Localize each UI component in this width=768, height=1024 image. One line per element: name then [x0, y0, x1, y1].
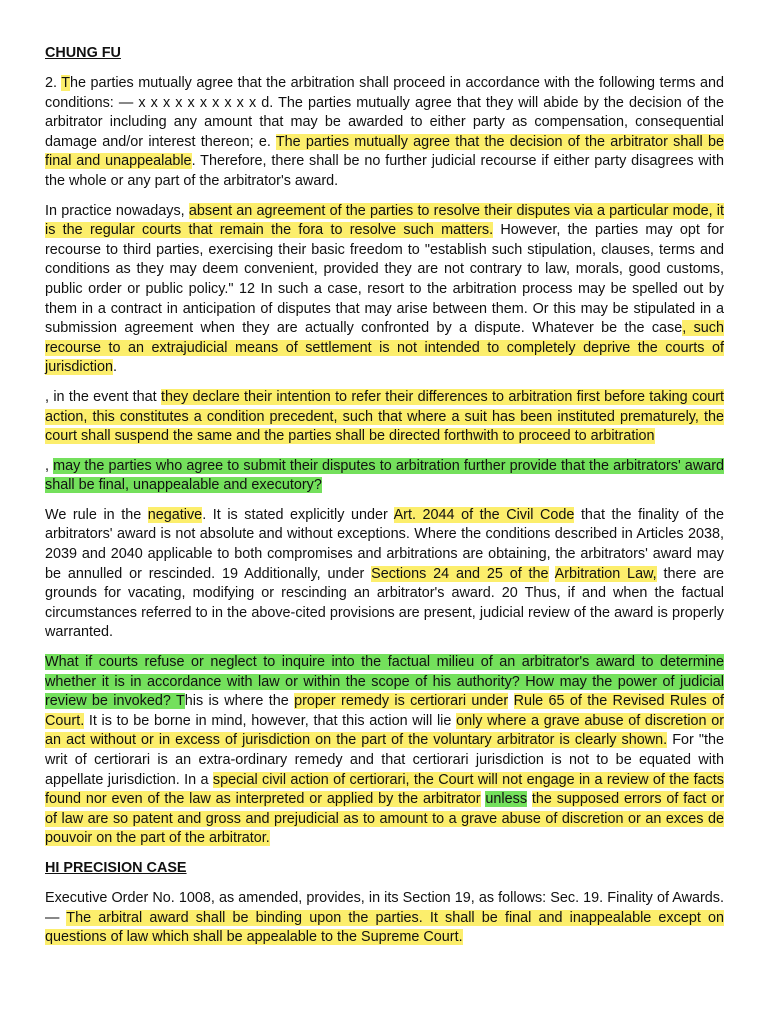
text-run: We rule in the [45, 506, 148, 523]
section-heading-hi-precision: HI PRECISION CASE [45, 859, 187, 876]
highlight-green: may the parties who agree to submit th [53, 457, 302, 474]
text-run: It is to be borne in mind, however, that this action will lie [84, 712, 457, 729]
text-run: However, the parties may opt for recourse to third parties, exercising their basic freedom to "establish such stipulation, clauses, terms and conditions as they may deem convenient, provided they are not contrary to law, morals, good customs, public order or public policy." 12 In such a case, resort to the arbitration process may be spelled out by them in a contract in anticipation of disputes that may arise between them. Or this may be stipulated in a submission agreement when they are actually confronted by a dispute. Whatever be the case [45, 222, 724, 337]
highlight-yellow: negative [147, 506, 203, 523]
text-run: , in the event that [45, 388, 161, 405]
highlight-yellow: T [61, 75, 71, 91]
highlight-yellow: Rule 65 of the Revised Rules of Court. [45, 693, 725, 729]
text-run: he parties mutually agree that the arbitration shall proceed in accordance with the following terms and conditions: — x x x x x x x x x x d. The parties mutually agree that they will abide by the decision of the arbitrator including any amount that may be awarded to either party as compensation, consequential damage and/or interest thereon; e. [45, 75, 724, 150]
text-run: there are grounds for vacating, modifying or rescinding an arbitrator's award. 20 Thus, if and when the factual circumstances referred to in the above-cited provisions are present, judicial review of the award is properly warranted. [45, 565, 724, 641]
section-heading-chung-fu: CHUNG FU [45, 45, 121, 61]
highlight-yellow: , such recourse to an extrajudicial means of settlement is not intended to completely deprive the courts of jurisdiction [45, 320, 724, 376]
text-run: . It is stated explicitly under [202, 506, 394, 523]
highlight-yellow: The arbitral award shall be binding upon the parties. It shall be final and inappealable except on questions of law which shall be appealable to the Supreme Court. [45, 909, 724, 946]
highlight-green: eglect to inquire into the factual milieu of an arbitrator's award to determine whether it is in accordance with law or within the scope of his authority? How may the power of judicial review be invoked? T [45, 654, 724, 710]
text-run: 2. [45, 75, 62, 91]
text-run: . Therefore, there shall be no further judicial recourse if either party disagrees with the whole or any part of the arbitrator's award. [45, 153, 724, 189]
highlight-yellow: only where a grave abuse of discretion or an act without or in excess of jurisdiction on the part of the voluntary arbitrator is clearly shown. [45, 712, 724, 749]
highlight-yellow: proper remedy is certiorari under [294, 693, 509, 710]
text-run: . [112, 359, 117, 376]
text-run: his is where the [184, 693, 295, 710]
highlight-yellow: Art. 2044 of the Civil Code [393, 506, 575, 523]
paragraph-executive-order [45, 889, 724, 948]
highlight-yellow: The parties mutually agree that the decision of the arbitrator shall be final and unappealable [45, 133, 724, 170]
text-run [549, 566, 555, 582]
text-run: Executive Order No. 1008, as amended, provides, in its Section 19, as follows: Sec. 19. Finality of Awards. — [45, 889, 724, 926]
text-run: For "the writ of certiorari is an extra-ordinary remedy and that certiorari jurisdiction is not to be equated with appellate jurisdiction. In a [45, 732, 724, 788]
highlight-yellow: Arbitration Law, [554, 565, 657, 582]
highlight-yellow: they declare their intention to refer their differences to arbitration first before taking court action, this constitutes a condition precedent, such that where a suit has been instituted prematurely, the court shall suspend the same and the parties shall be directed forthwith to proceed to arbitration [45, 388, 724, 445]
paragraph-question [45, 457, 724, 496]
highlight-yellow: Sections 24 and 25 of the [371, 565, 549, 582]
highlight-green: eir disputes to arbitration further provide that the arbitrators' award shall be final, unappealable and executory? [45, 457, 725, 494]
paragraph-ruling [45, 506, 724, 643]
paragraph-certiorari [45, 653, 724, 849]
highlight-green: unless [485, 791, 528, 808]
highlight-yellow: absent an agreement of the parties to resolve their disputes via a particular mode, it is the regular courts that remain the fora to resolve such matters. [45, 202, 725, 239]
text-run: , [45, 457, 54, 474]
paragraph-terms-and-conditions [45, 74, 724, 192]
highlight-green: What if courts refuse or n [45, 654, 219, 671]
paragraph-condition-precedent [45, 388, 724, 447]
highlight-yellow: special civil action of certiorari, the Court will not engage in a review of the facts found nor even of the law as interpreted or applied by the arbitrator [45, 771, 724, 808]
highlight-yellow: the supposed errors of fact or of law are so patent and gross and prejudicial as to amount to a grave abuse of discretion or an exces de pouvoir on the part of the arbitrator. [45, 791, 725, 847]
text-run: In practice nowadays, [45, 202, 189, 219]
text-run: that the finality of the arbitrators' award is not absolute and without exceptions. Where the conditions described in Articles 2038, 2039 and 2040 applicable to both compromises and arbitrations are obtaining, the arbitrators' award may be annulled or rescinded. 19 Additionally, under [45, 506, 724, 582]
paragraph-practice-nowadays [45, 202, 724, 378]
text-run [508, 693, 513, 709]
